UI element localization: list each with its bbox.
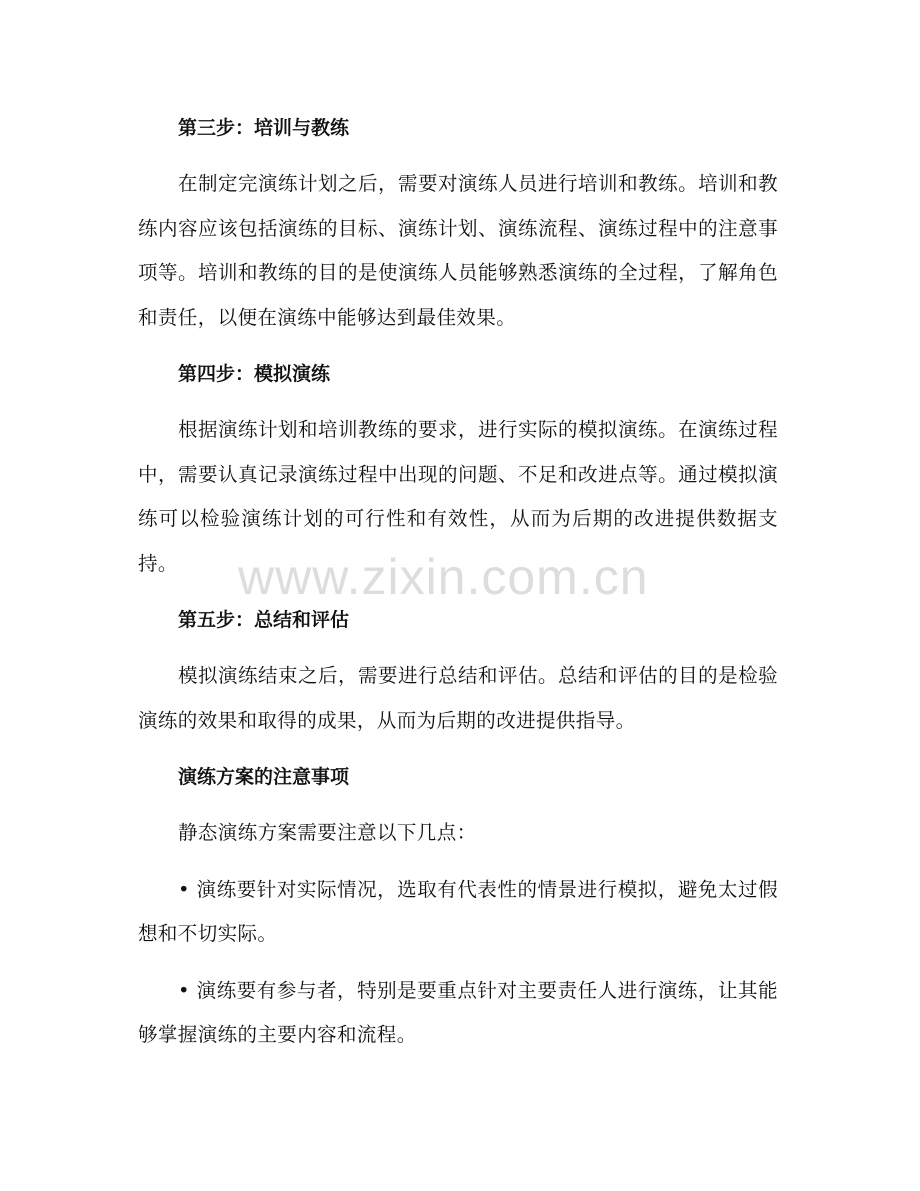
- bullet-item-1: • 演练要针对实际情况，选取有代表性的情景进行模拟，避免太过假想和不切实际。: [138, 877, 778, 945]
- section-heading-step-4: 第四步：模拟演练: [178, 363, 331, 385]
- watermark-text: www.zixin.com.cn: [238, 549, 649, 605]
- paragraph-step-3: 在制定完演练计划之后，需要对演练人员进行培训和教练。培训和教练内容应该包括演练的目标、演练计划、演练流程、演练过程中的注意事项等。培训和教练的目的是使演练人员能够熟悉演练的全过程，了解角色和责任，以便在演练中能够达到最佳效果。: [138, 172, 778, 329]
- paragraph-step-4: 根据演练计划和培训教练的要求，进行实际的模拟演练。在演练过程中，需要认真记录演练过程中出现的问题、不足和改进点等。通过模拟演练可以检验演练计划的可行性和有效性，从而为后期的改进提供数据支持。: [138, 418, 778, 575]
- section-heading-step-5: 第五步：总结和评估: [178, 609, 350, 631]
- section-heading-notes: 演练方案的注意事项: [178, 766, 350, 788]
- bullet-item-2: • 演练要有参与者，特别是要重点针对主要责任人进行演练，让其能够掌握演练的主要内容和流程。: [138, 978, 778, 1046]
- paragraph-step-5: 模拟演练结束之后，需要进行总结和评估。总结和评估的目的是检验演练的效果和取得的成果，从而为后期的改进提供指导。: [138, 664, 778, 732]
- paragraph-notes-intro: 静态演练方案需要注意以下几点：: [178, 821, 477, 844]
- section-heading-step-3: 第三步：培训与教练: [178, 117, 350, 139]
